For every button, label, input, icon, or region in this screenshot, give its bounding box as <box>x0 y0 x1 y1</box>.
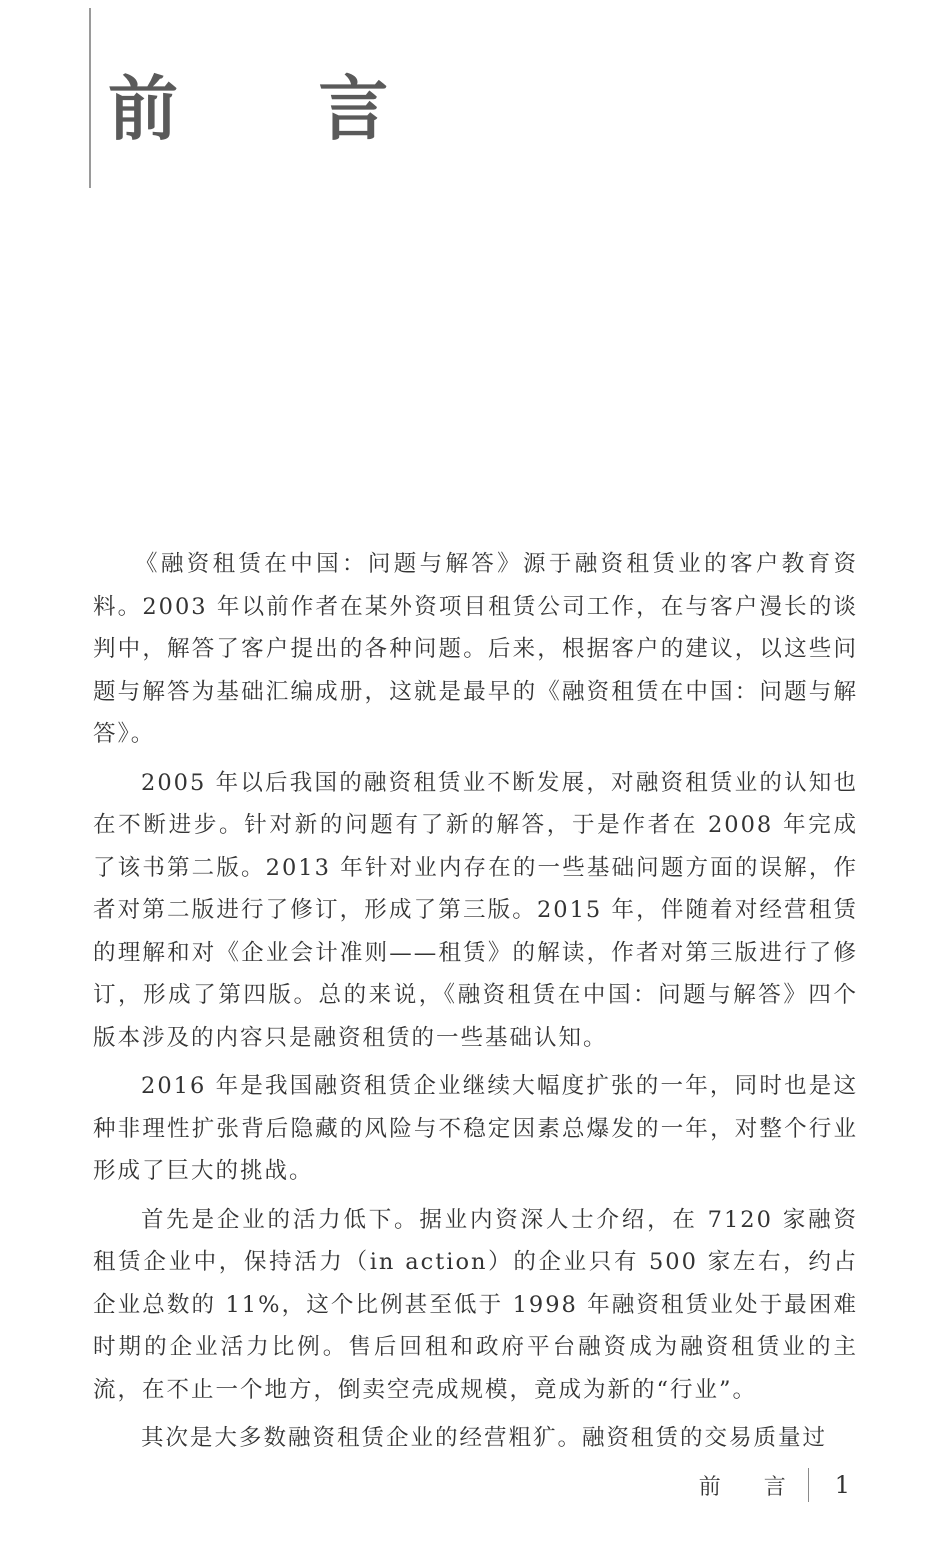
footer-chapter-label: 前 言 <box>698 1474 804 1500</box>
paragraph-3: 2016 年是我国融资租赁企业继续大幅度扩张的一年，同时也是这种非理性扩张背后隐藏的风险与不稳定因素总爆发的一年，对整个行业形成了巨大的挑战。 <box>93 1073 858 1184</box>
left-margin-rule <box>89 8 91 188</box>
page-number: 1 <box>834 1471 850 1499</box>
page-footer <box>699 1468 850 1502</box>
paragraph-4: 首先是企业的活力低下。据业内资深人士介绍，在 7120 家融资租赁企业中，保持活力（in action）的企业只有 500 家左右，约占企业总数的 11%，这个比例甚至低于 1998 年融资租赁业处于最困难时期的企业活力比例。售后回租和政府平台融资成为融资租赁业的主流，在不止一个地方，倒卖空壳成规模，竟成为新的“行业”。 <box>93 1206 858 1403</box>
body-text <box>93 543 858 1466</box>
paragraph-1: 《融资租赁在中国：问题与解答》源于融资租赁业的客户教育资料。2003 年以前作者在某外资项目租赁公司工作，在与客户漫长的谈判中，解答了客户提出的各种问题。后来，根据客户的建议，以这些问题与解答为基础汇编成册，这就是最早的《融资租赁在中国：问题与解答》。 <box>93 551 858 747</box>
chapter-title: 前 言 <box>108 68 447 150</box>
footer-divider <box>808 1468 809 1502</box>
paragraph-2: 2005 年以后我国的融资租赁业不断发展，对融资租赁业的认知也在不断进步。针对新的问题有了新的解答，于是作者在 2008 年完成了该书第二版。2013 年针对业内存在的一些基础问题方面的误解，作者对第二版进行了修订，形成了第三版。2015 年，伴随着对经营租赁的理解和对《企业会计准则——租赁》的解读，作者对第三版进行了修订，形成了第四版。总的来说，《融资租赁在中国：问题与解答》四个版本涉及的内容只是融资租赁的一些基础认知。 <box>93 769 858 1051</box>
paragraph-5: 其次是大多数融资租赁企业的经营粗犷。融资租赁的交易质量过 <box>141 1425 828 1451</box>
